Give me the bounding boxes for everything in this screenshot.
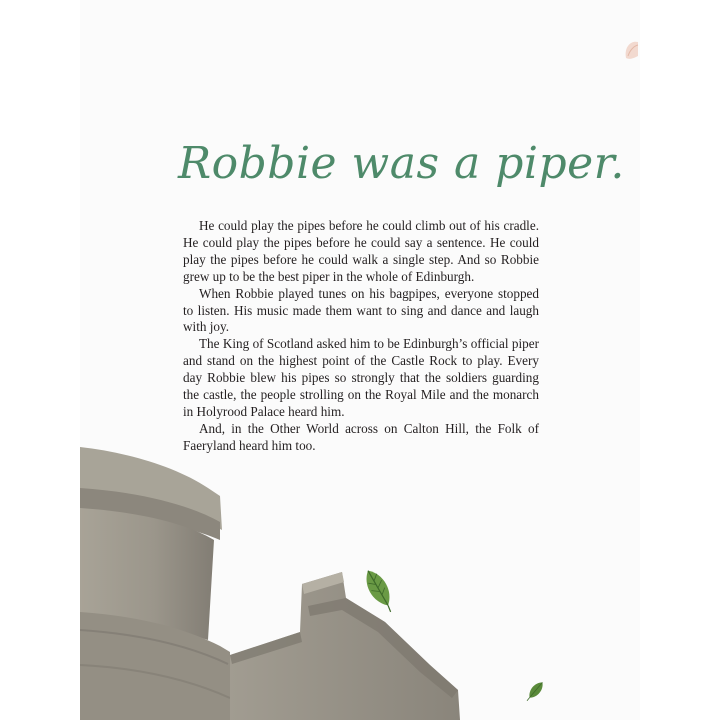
- castle-illustration: [80, 0, 640, 720]
- petal-icon: [624, 38, 640, 62]
- falling-leaf-icon: [524, 679, 546, 703]
- paragraph-2: When Robbie played tunes on his bagpipes, everyone stopped to listen. His music made them want to sing and dance and laugh with joy.: [183, 285, 539, 335]
- paragraph-1: He could play the pipes before he could climb out of his cradle. He could play the pipes before he could say a sentence. He could play the pipes before he could walk a single step. And so Robbie grew up to be the best piper in the whole of Edinburgh.: [183, 218, 539, 284]
- paragraph-3: The King of Scotland asked him to be Edinburgh’s official piper and stand on the highest point of the Castle Rock to play. Every day Robbie blew his pipes so strongly that the soldiers guarding the castle, the people strolling on the Royal Mile and the monarch in Holyrood Palace heard him.: [183, 336, 539, 419]
- page-title: Robbie was a piper.: [178, 138, 625, 189]
- castle-wall: [230, 572, 460, 720]
- falling-leaf-icon: [360, 566, 399, 616]
- castle-tower-icon: [80, 447, 230, 720]
- paragraph-4: And, in the Other World across on Calton Hill, the Folk of Faeryland heard him too.: [183, 420, 539, 453]
- book-page: [80, 0, 640, 720]
